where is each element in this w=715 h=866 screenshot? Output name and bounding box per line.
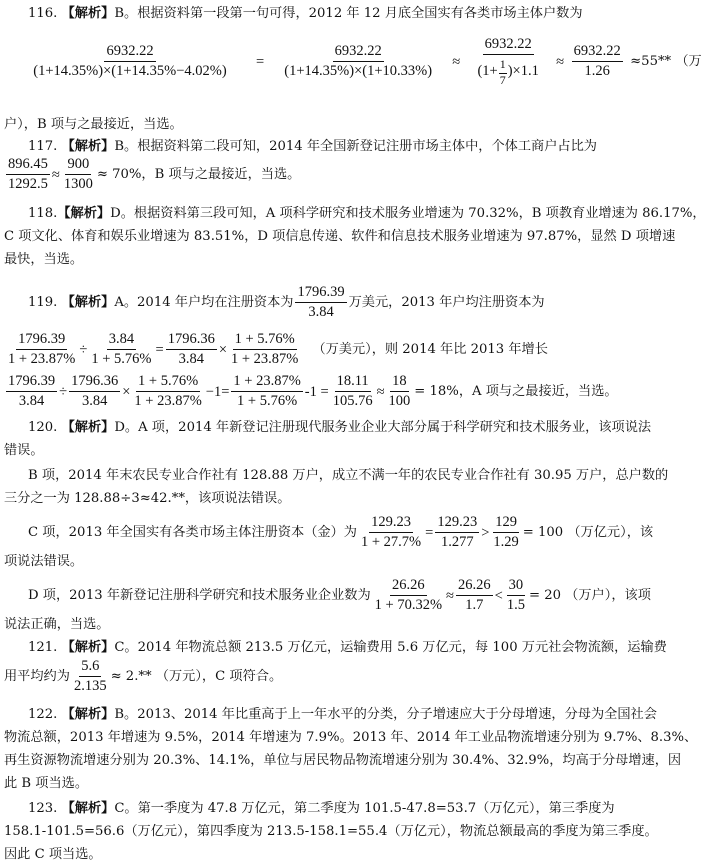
q119-divide: ÷ xyxy=(79,341,88,358)
q116-fraction-2: $\frac{6932.22}{(1+14.35\%)\times(1+10.33\%)}$ xyxy=(284,43,433,79)
q120-b-line2: 三分之一为 128.88÷3≈42.**，该项说法错误。 xyxy=(4,491,291,506)
q116-fraction-3: 6932.22 (1+ $\frac{1}{7}$ )×1.1 xyxy=(477,36,539,87)
q120-line1 xyxy=(28,419,651,437)
q116-fraction-1: $\frac{6932.22}{(1+14.35\%)\times(1+14.35\%-4.02\%)}$ xyxy=(33,43,227,79)
q119-fraction-a: $\frac{1796.39}{3.84}$ xyxy=(297,284,345,320)
q116-tag: 【解析】 xyxy=(61,6,115,21)
q119-r3-fraction-2: $\frac{1796.36}{3.84}$ xyxy=(71,373,119,409)
q119-text-b: 万美元，2013 年户均注册资本为 xyxy=(348,294,545,310)
q119-r2-text: （万美元），则 2014 年比 2013 年增长 xyxy=(312,341,548,357)
q118-text: D。根据资料第三段可知，A 项科学研究和技术服务业增速为 70.32%，B 项教育业增速为 86.17%， xyxy=(110,206,706,221)
q116-inner-fraction: $\frac{1}{7}$ xyxy=(499,57,506,87)
q118-number: 118. xyxy=(28,206,58,221)
q121-line1 xyxy=(28,639,667,657)
q119-minus-1: −1= xyxy=(205,383,230,400)
q122-line3: 再生资源物流增速分别为 20.3%、14.1%，单位与居民物品物流增速分别为 30.4%、32.9%，均高于分母增速，因 xyxy=(4,753,682,768)
q119-r3-text: = 18%，A 项与之最接近，当选。 xyxy=(414,383,618,399)
q120-c-line2: 项说法错误。 xyxy=(4,554,84,569)
q120-c-greater: > xyxy=(481,524,490,541)
q119-r2-fraction-3: $\frac{1796.36}{3.84}$ xyxy=(167,331,215,367)
q120-d-fraction-1: $\frac{26.26}{1 + 70.32\%}$ xyxy=(374,577,443,613)
q118-line1 xyxy=(28,205,706,223)
q123-number: 123. xyxy=(28,801,58,816)
q119-line2 xyxy=(4,331,548,368)
q119-r3-times: × xyxy=(122,383,131,400)
q120-c-line1 xyxy=(28,514,653,551)
q119-minus-2: -1 = xyxy=(304,383,329,400)
q123-line3: 因此 C 项当选。 xyxy=(4,847,102,862)
q116-approx-1: ≈ xyxy=(452,53,461,70)
q122-tag: 【解析】 xyxy=(61,707,115,722)
q122-line4: 此 B 项当选。 xyxy=(4,776,89,791)
q121-line2 xyxy=(4,658,282,695)
q120-d-text: D 项，2013 年新登记注册科学研究和技术服务业企业数为 xyxy=(28,587,371,603)
q120-number: 120. xyxy=(28,420,58,435)
q119-times: × xyxy=(218,341,227,358)
q116-formula xyxy=(4,36,702,87)
q120-d-fraction-2: $\frac{26.26}{1.7}$ xyxy=(458,577,491,613)
q119-number: 119. xyxy=(28,294,58,310)
q119-r2-fraction-2: $\frac{3.84}{1 + 5.76\%}$ xyxy=(91,331,152,367)
q116-approx-2: ≈ xyxy=(556,53,565,70)
q120-b-line1: B 项，2014 年末农民专业合作社有 128.88 万户，成立不满一年的农民专业合作社有 30.95 万户，总户数的 xyxy=(28,468,669,483)
q119-r3-fraction-5: $\frac{18.11}{105.76}$ xyxy=(332,373,373,409)
q117-fraction-2: $\frac{900}{1300}$ xyxy=(63,156,93,192)
q117-line1 xyxy=(28,138,597,156)
q117-fraction-1: $\frac{896.45}{1292.5}$ xyxy=(8,156,48,192)
q116-fraction-4: $\frac{6932.22}{1.26}$ xyxy=(573,43,621,79)
q116-line3: 户），B 项与之最接近，当选。 xyxy=(4,117,183,132)
q117-number: 117. xyxy=(28,139,58,154)
q121-text-b: ≈ 2.** （万元），C 项符合。 xyxy=(110,668,283,684)
q122-line2: 物流总额，2013 年增速为 9.5%，2014 年增速为 7.9%。2013 年、2014 年工业品物流增速分别为 9.7%、8.3%、 xyxy=(4,730,698,745)
q116-text: B。根据资料第一段第一句可得，2012 年 12 月底全国实有各类市场主体户数为 xyxy=(114,6,583,21)
q122-number: 122. xyxy=(28,707,58,722)
q118-tag: 【解析】 xyxy=(57,206,111,221)
q117-result: ≈ 70%，B 项与之最接近，当选。 xyxy=(96,166,301,182)
q117-tag: 【解析】 xyxy=(61,139,115,154)
q120-c-fraction-2: $\frac{129.23}{1.277}$ xyxy=(437,514,478,550)
q120-d-line1 xyxy=(28,577,651,614)
q121-text: C。2014 年物流总额 213.5 万亿元，运输费用 5.6 万亿元，每 100 万元社会物流额，运输费 xyxy=(114,640,667,655)
q120-d-fraction-3: $\frac{30}{1.5}$ xyxy=(506,577,525,613)
q120-d-approx: ≈ xyxy=(446,587,455,604)
q120-c-result: = 100 （万亿元），该 xyxy=(522,524,654,540)
q116-number: 116. xyxy=(28,6,58,21)
q120-d-line2: 说法正确，当选。 xyxy=(4,617,110,632)
q119-tag: 【解析】 xyxy=(61,294,115,310)
q120-c-text: C 项，2013 年全国实有各类市场主体注册资本（金）为 xyxy=(28,524,357,540)
q119-r2-fraction-1: $\frac{1796.39}{1 + 23.87\%}$ xyxy=(8,331,76,367)
q116-result: ≈55** （万 xyxy=(630,53,702,69)
q123-line2: 158.1-101.5=56.6（万亿元），第四季度为 213.5-158.1=55.4（万亿元），物流总额最高的季度为第三季度。 xyxy=(4,824,658,839)
q119-line1 xyxy=(28,284,545,321)
q121-text-a: 用平均约为 xyxy=(4,668,70,684)
q121-number: 121. xyxy=(28,640,58,655)
q119-r3-fraction-3: $\frac{1 + 5.76\%}{1 + 23.87\%}$ xyxy=(134,373,202,409)
q120-tag: 【解析】 xyxy=(61,420,115,435)
q119-line3 xyxy=(4,373,618,410)
q120-text: D。A 项，2014 年新登记注册现代服务业企业大部分属于科学研究和技术服务业，该项说法 xyxy=(114,420,652,435)
q119-approx: ≈ xyxy=(376,383,385,400)
q122-line1 xyxy=(28,706,657,724)
q117-approx: ≈ xyxy=(51,166,60,183)
q120-d-less: < xyxy=(494,587,503,604)
q119-equals: = xyxy=(155,341,164,358)
q117-formula xyxy=(4,156,300,193)
q116-line1 xyxy=(28,5,583,23)
q118-line2: C 项文化、体育和娱乐业增速为 83.51%，D 项信息传递、软件和信息技术服务业增速为 97.87%，显然 D 项增速 xyxy=(4,229,676,244)
q120-c-fraction-1: $\frac{129.23}{1 + 27.7\%}$ xyxy=(360,514,422,550)
q119-r3-fraction-1: $\frac{1796.39}{3.84}$ xyxy=(8,373,56,409)
q123-tag: 【解析】 xyxy=(61,801,115,816)
q119-r3-divide: ÷ xyxy=(59,383,68,400)
q119-r2-fraction-4: $\frac{1 + 5.76\%}{1 + 23.87\%}$ xyxy=(231,331,299,367)
q119-r3-fraction-4: $\frac{1 + 23.87\%}{1 + 5.76\%}$ xyxy=(233,373,301,409)
q121-tag: 【解析】 xyxy=(61,640,115,655)
q118-line3: 最快，当选。 xyxy=(4,252,84,267)
q123-line1 xyxy=(28,800,615,818)
q119-text-a: A。2014 年户均在注册资本为 xyxy=(114,294,294,310)
q116-equals: = xyxy=(256,53,265,70)
q117-text: B。根据资料第二段可知，2014 年全国新登记注册市场主体中，个体工商户占比为 xyxy=(114,139,597,154)
q120-c-fraction-3: $\frac{129}{1.29}$ xyxy=(493,514,519,550)
q121-fraction: $\frac{5.6}{2.135}$ xyxy=(73,658,107,694)
q122-text: B。2013、2014 年比重高于上一年水平的分类，分子增速应大于分母增速，分母为全国社会 xyxy=(114,707,657,722)
q123-text: C。第一季度为 47.8 万亿元，第二季度为 101.5-47.8=53.7（万亿元），第三季度为 xyxy=(114,801,615,816)
q120-d-result: = 20 （万户），该项 xyxy=(528,587,651,603)
q120-line2: 错误。 xyxy=(4,443,44,458)
q119-r3-fraction-6: $\frac{18}{100}$ xyxy=(388,373,411,409)
q120-c-equals: = xyxy=(425,524,434,541)
